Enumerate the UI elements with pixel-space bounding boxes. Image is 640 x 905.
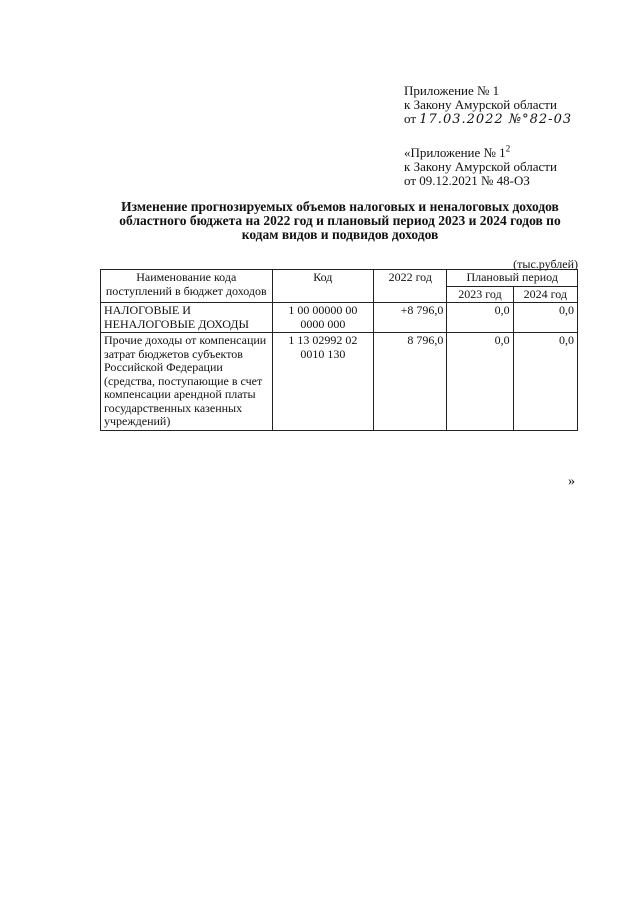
row-code: 1 13 02992 02 0010 130 (272, 333, 374, 431)
original-appendix-header (404, 143, 557, 188)
budget-table (100, 269, 578, 431)
original-appendix-line-2: к Закону Амурской области (404, 159, 557, 174)
row-2024: 0,0 (513, 333, 577, 431)
row-2023: 0,0 (447, 303, 513, 333)
header-2022: 2022 год (374, 270, 447, 303)
row-2022: +8 796,0 (374, 303, 447, 333)
header-planned-period: Плановый период (447, 270, 578, 287)
row-2023: 0,0 (447, 333, 513, 431)
row-2022: 8 796,0 (374, 333, 447, 431)
original-appendix-line-3: от 09.12.2021 № 48-ОЗ (404, 173, 530, 188)
row-code: 1 00 00000 00 0000 000 (272, 303, 374, 333)
appendix-header (404, 84, 572, 127)
row-name: Прочие доходы от компенсации затрат бюджетов субъектов Российской Федерации (средства, поступающие в счет компенсации арендной платы государственных казенных учреждений) (101, 333, 273, 431)
table-row (101, 303, 578, 333)
appendix-superscript: 2 (505, 143, 511, 154)
appendix-date-prefix: от (404, 111, 417, 126)
header-2023: 2023 год (447, 286, 513, 303)
appendix-line-1: Приложение № 1 (404, 83, 500, 98)
table-header-row (101, 270, 578, 287)
header-name: Наименование кода поступлений в бюджет доходов (101, 270, 273, 303)
original-appendix-title: «Приложение № 1 (404, 145, 506, 160)
header-2024: 2024 год (513, 286, 577, 303)
closing-quote: » (568, 474, 575, 489)
row-2024: 0,0 (513, 303, 577, 333)
handwritten-date-number: 17.03.2022 №°82-03 (419, 112, 573, 127)
row-name: НАЛОГОВЫЕ И НЕНАЛОГОВЫЕ ДОХОДЫ (101, 303, 273, 333)
document-title: Изменение прогнозируемых объемов налоговых и неналоговых доходов областного бюджета на 2022 год и плановый период 2023 и 2024 годов по кодам видов и подвидов доходов (119, 199, 561, 242)
table-row (101, 333, 578, 431)
units-label: (тыс.рублей) (513, 257, 578, 271)
original-appendix-line-1 (404, 143, 557, 160)
appendix-line-3 (404, 112, 572, 127)
header-code: Код (272, 270, 374, 303)
appendix-line-2: к Закону Амурской области (404, 97, 557, 112)
